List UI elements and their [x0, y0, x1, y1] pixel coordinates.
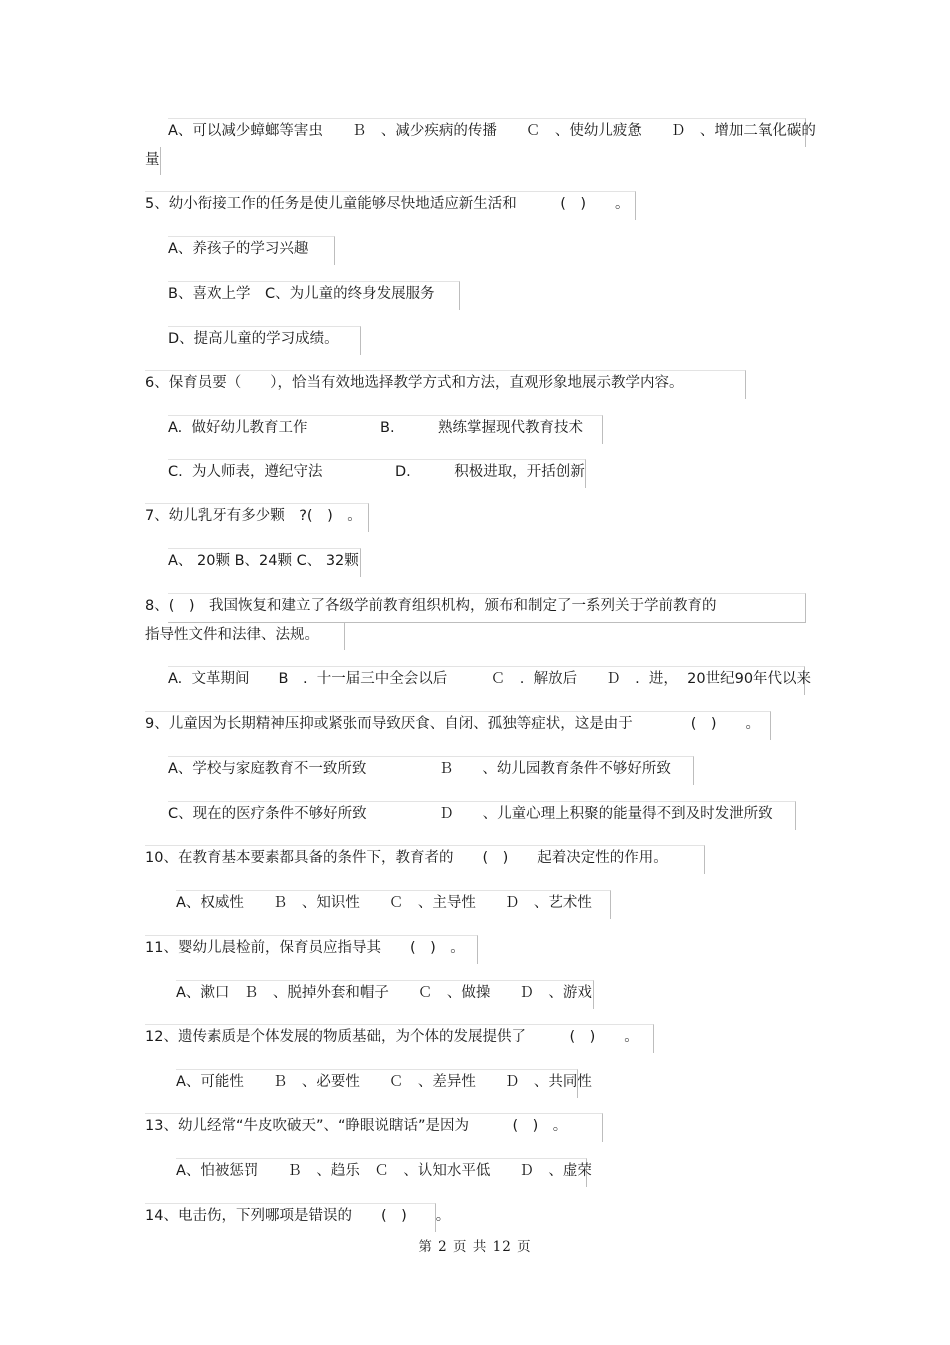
page-footer: 第 2 页 共 12 页: [418, 1239, 532, 1255]
q6-option-ab: A. 做好幼儿教育工作 B. 熟练掌握现代教育技术: [168, 420, 584, 436]
q5-option-d: D、提高儿童的学习成绩。: [168, 331, 339, 347]
q11-options: A、漱口 Ｂ 、脱掉外套和帽子 Ｃ 、做操 Ｄ 、游戏: [176, 985, 592, 1001]
q6-stem: 6、保育员要（ ），恰当有效地选择教学方式和方法，直观形象地展示教学内容。: [145, 375, 684, 391]
q5-stem: 5、幼小衔接工作的任务是使儿童能够尽快地适应新生活和 ( ) 。: [145, 196, 630, 212]
q12-stem: 12、遗传素质是个体发展的物质基础，为个体的发展提供了 ( ) 。: [145, 1029, 639, 1045]
q8-options: A. 文革期间 B . 十一届三中全会以后 Ｃ . 解放后 Ｄ . 进， 20世纪90年代以来: [168, 671, 812, 687]
q8-stem-cont: 指导性文件和法律、法规。: [145, 627, 319, 643]
q5-option-a: A、养孩子的学习兴趣: [168, 241, 309, 257]
q8-stem: 8、( ) 我国恢复和建立了各级学前教育组织机构，颁布和制定了一系列关于学前教育的: [145, 598, 717, 614]
q10-stem: 10、在教育基本要素都具备的条件下，教育者的 ( ) 起着决定性的作用。: [145, 850, 668, 866]
q9-option-ab: A、学校与家庭教育不一致所致 Ｂ 、幼儿园教育条件不够好所致: [168, 761, 671, 777]
q13-stem: 13、幼儿经常“牛皮吹破天”、“睁眼说瞎话”是因为 ( ) 。: [145, 1118, 568, 1134]
q13-options: A、怕被惩罚 Ｂ 、趋乐 Ｃ 、认知水平低 Ｄ 、虚荣: [176, 1163, 592, 1179]
q4-options: A、可以减少蟑螂等害虫 Ｂ 、减少疾病的传播 Ｃ 、使幼儿疲惫 Ｄ 、增加二氧化碳的: [168, 123, 816, 139]
q5-option-bc: B、喜欢上学 C、为儿童的终身发展服务: [168, 286, 435, 302]
q12-options: A、可能性 Ｂ 、必要性 Ｃ 、差异性 Ｄ 、共同性: [176, 1074, 592, 1090]
q7-stem: 7、幼儿乳牙有多少颗 ?( ) 。: [145, 508, 362, 524]
q9-option-cd: C、现在的医疗条件不够好所致 Ｄ 、儿童心理上积聚的能量得不到及时发泄所致: [168, 806, 773, 822]
q9-stem: 9、儿童因为长期精神压抑或紧张而导致厌食、自闭、孤独等症状，这是由于 ( ) 。: [145, 716, 761, 732]
q11-stem: 11、婴幼儿晨检前，保育员应指导其 ( ) 。: [145, 940, 465, 956]
q6-option-cd: C. 为人师表，遵纪守法 D. 积极进取，开括创新: [168, 464, 585, 480]
q10-options: A、权威性 Ｂ 、知识性 Ｃ 、主导性 Ｄ 、艺术性: [176, 895, 592, 911]
q7-options: A、 20颗 B、24颗 C、 32颗: [168, 553, 359, 569]
q4-options-cont: 量: [145, 152, 160, 168]
q14-stem: 14、电击伤，下列哪项是错误的 ( ) 。: [145, 1208, 451, 1224]
